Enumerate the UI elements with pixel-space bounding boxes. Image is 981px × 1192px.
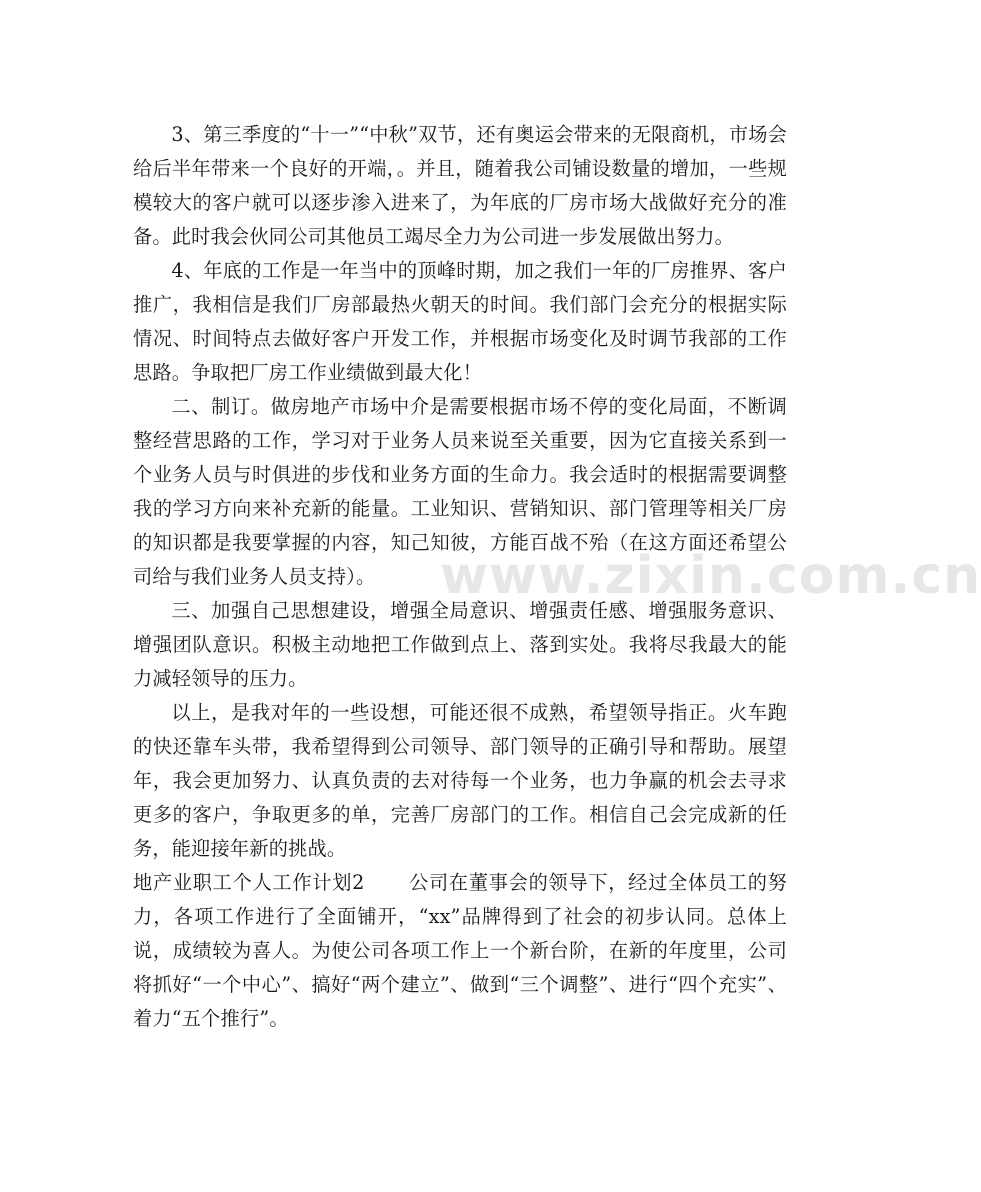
paragraph-year-end: 4、年底的工作是一年当中的顶峰时期，加之我们一年的厂房推界、客户推广，我相信是我们厂房部最热火朝天的时间。我们部门会充分的根据实际情况、时间特点去做好客户开发工作，并根据市场变化及时调节我部的工作思路。争取把厂房工作业绩做到最大化！ — [133, 259, 787, 384]
paragraph-thought-building: 三、加强自己思想建设，增强全局意识、增强责任感、增强服务意识、增强团队意识。积极主动地把工作做到点上、落到实处。我将尽我最大的能力减轻领导的压力。 — [133, 599, 787, 690]
paragraph-q3: 3、第三季度的“十一”“中秋”双节，还有奥运会带来的无限商机，市场会给后半年带来一个良好的开端，。并且，随着我公司铺设数量的增加，一些规模较大的客户就可以逐步渗入进来了，为年底的厂房市场大战做好充分的准备。此时我会伙同公司其他员工竭尽全力为公司进一步发展做出努力。 — [133, 123, 787, 248]
watermark: www.zixin.com.cn — [440, 546, 981, 606]
section-2 — [133, 866, 787, 1036]
paragraph-conclusion: 以上，是我对年的一些设想，可能还很不成熟，希望领导指正。火车跑的快还靠车头带，我希望得到公司领导、部门领导的正确引导和帮助。展望年，我会更加努力、认真负责的去对待每一个业务，也力争赢的机会去寻求更多的客户，争取更多的单，完善厂房部门的工作。相信自己会完成新的任务，能迎接年新的挑战。 — [133, 701, 787, 860]
section-body: 公司在董事会的领导下，经过全体员工的努力，各项工作进行了全面铺开，“xx”品牌得到了社会的初步认同。总体上说，成绩较为喜人。为使公司各项工作上一个新台阶，在新的年度里，公司将抓好“一个中心”、搞好“两个建立”、做到“三个调整”、进行“四个充实”、着力“五个推行”。 — [133, 871, 787, 1030]
document-body — [133, 118, 787, 1036]
paragraph-learning: 二、制订。做房地产市场中介是需要根据市场不停的变化局面，不断调整经营思路的工作，学习对于业务人员来说至关重要，因为它直接关系到一个业务人员与时俱进的步伐和业务方面的生命力。我会适时的根据需要调整我的学习方向来补充新的能量。工业知识、营销知识、部门管理等相关厂房的知识都是我要掌握的内容，知己知彼，方能百战不殆（在这方面还希望公司给与我们业务人员支持）。 — [133, 395, 787, 588]
section-title: 地产业职工个人工作计划2 — [133, 871, 365, 894]
